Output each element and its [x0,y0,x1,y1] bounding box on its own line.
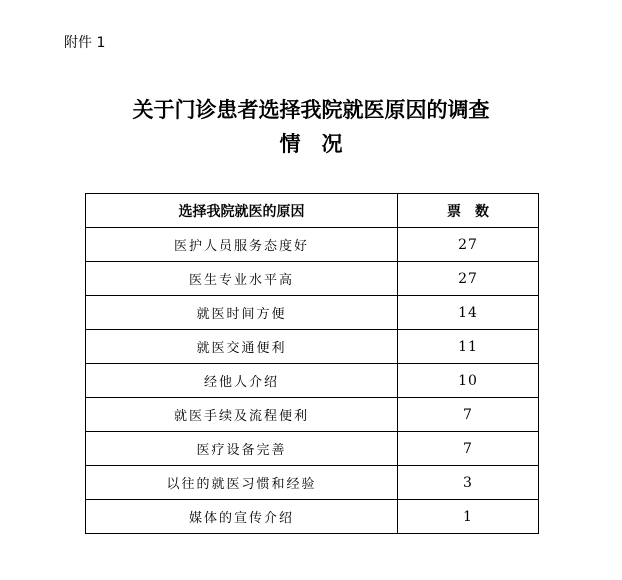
table-header-row [86,194,539,228]
table-row [86,330,539,364]
votes-cell: 7 [398,432,539,466]
reason-cell: 医护人员服务态度好 [86,228,398,262]
table-row [86,466,539,500]
document-title-continued: 情 况 [279,132,343,156]
column-header-votes: 票 数 [398,194,539,228]
reason-cell: 媒体的宣传介绍 [86,500,398,534]
reason-cell: 以往的就医习惯和经验 [86,466,398,500]
votes-cell: 1 [398,500,539,534]
reason-cell: 就医手续及流程便利 [86,398,398,432]
table-row [86,432,539,466]
reason-cell: 就医交通便利 [86,330,398,364]
table-row [86,296,539,330]
table-row [86,500,539,534]
votes-cell: 27 [398,262,539,296]
table-row [86,364,539,398]
survey-table [85,193,539,534]
votes-cell: 14 [398,296,539,330]
document-title: 关于门诊患者选择我院就医原因的调查 [132,98,490,122]
table-row [86,398,539,432]
reason-cell: 医疗设备完善 [86,432,398,466]
reason-cell: 医生专业水平高 [86,262,398,296]
votes-cell: 3 [398,466,539,500]
reason-cell: 就医时间方便 [86,296,398,330]
table-row [86,262,539,296]
votes-cell: 27 [398,228,539,262]
votes-cell: 10 [398,364,539,398]
votes-cell: 11 [398,330,539,364]
attachment-label: 附件 1 [64,35,106,51]
table-row [86,228,539,262]
column-header-reason: 选择我院就医的原因 [86,194,398,228]
votes-cell: 7 [398,398,539,432]
reason-cell: 经他人介绍 [86,364,398,398]
